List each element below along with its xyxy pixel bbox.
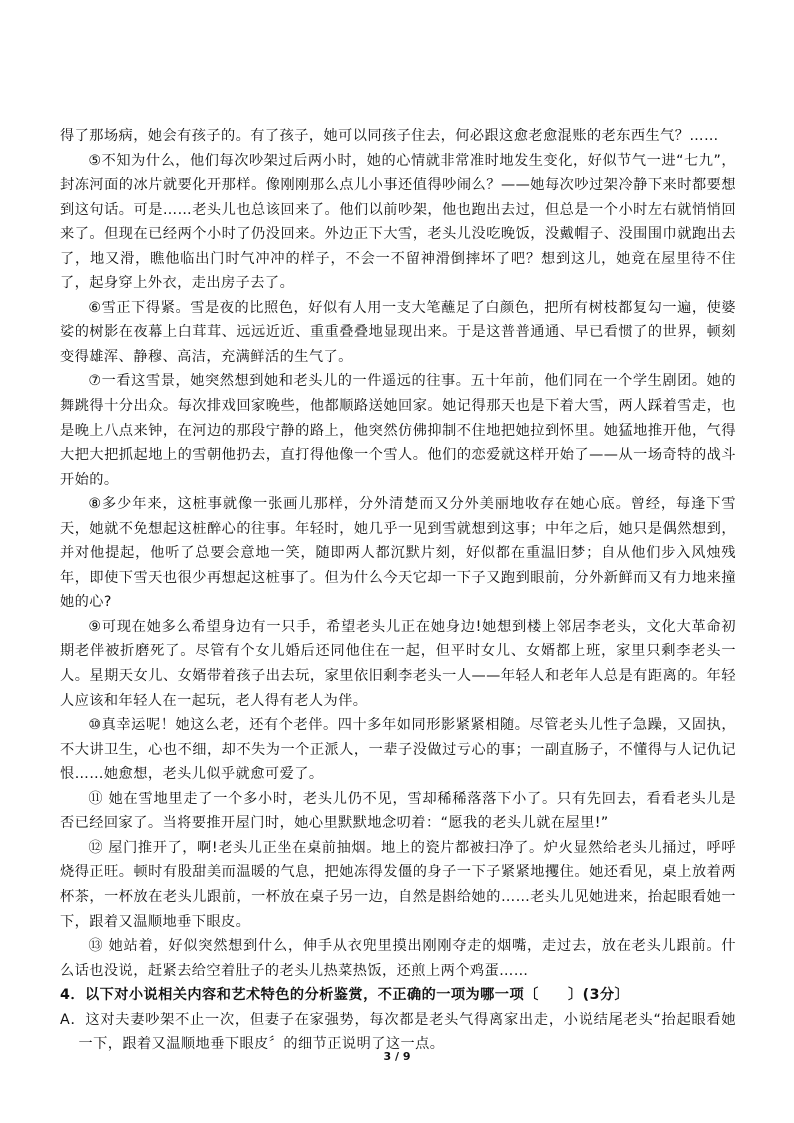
paragraph-7: ⑦一看这雪景，她突然想到她和老头儿的一件遥远的往事。五十年前，他们同在一个学生剧团。她的舞跳得十分出众。每次排戏回家晚些，他都顺路送她回家。她记得那天也是下着大雪，两人踩着雪走，也是晚上八点来钟，在河边的那段宁静的路上，他突然仿佛抑制不住地把她拉到怀里。她猛地推开他，气得大把大把抓起地上的雪朝他扔去，直打得他像一个雪人。他们的恋爱就这样开始了——从一场奇特的战斗开始的。	[60, 373, 736, 488]
paragraph-12: ⑫ 屋门推开了，啊!老头儿正坐在桌前抽烟。地上的瓷片都被扫净了。炉火显然给老头儿捅过，呼呼烧得正旺。顿时有股甜美而温暖的气息，把她冻得发僵的身子一下子紧紧地攫住。她还看见，桌上放着两杯茶，一杯放在老头儿跟前，一杯放在桌子另一边，自然是斟给她的……老头儿见她进来，抬起眼看她一下，跟着又温顺地垂下眼皮。	[60, 839, 736, 930]
paragraph-10: ⑩真幸运呢！她这么老，还有个老伴。四十多年如同形影紧紧相随。尽管老头儿性子急躁，又固执，不大讲卫生，心也不细，却不失为一个正派人，一辈子没做过亏心的事；一副直肠子，不懂得与人记仇记恨……她愈想，老头儿似乎就愈可爱了。	[60, 717, 736, 783]
option-a: A．这对夫妻吵架不止一次，但妻子在家强势，每次都是老头气得离家出走，小说结尾老头“抬起眼看她一下，跟着又温顺地垂下眼皮〞的细节正说明了这一点。	[60, 1011, 736, 1053]
paragraph-8: ⑧多少年来，这桩事就像一张画儿那样，分外清楚而又分外美丽地收存在她心底。曾经，每逢下雪天，她就不免想起这桩醉心的往事。年轻时，她几乎一见到雪就想到这事；中年之后，她只是偶然想到，并对他提起，他听了总要会意地一笑，随即两人都沉默片刻，好似都在重温旧梦；自从他们步入风烛残年，即使下雪天也很少再想起这桩事了。但为什么今天它却一下子又跑到眼前，分外新鲜而又有力地来撞她的心?	[60, 496, 736, 611]
article-body	[60, 124, 736, 1057]
page-number: 3 / 9	[383, 1050, 411, 1063]
paragraph-6: ⑥雪正下得紧。雪是夜的比照色，好似有人用一支大笔蘸足了白颜色，把所有树枝都复勾一遍，使婆娑的树影在夜幕上白茸茸、远远近近、重重叠叠地显现出来。于是这普普通通、早已看惯了的世界，顿刻变得雄浑、静穆、高洁，充满鲜活的生气了。	[60, 299, 736, 365]
paragraph-continuation: 得了那场病，她会有孩子的。有了孩子，她可以同孩子住去，何必跟这愈老愈混账的老东西生气？……	[60, 128, 719, 144]
question-4: 4．以下对小说相关内容和艺术特色的分析鉴赏，不正确的一项为哪一项〔 〕(3分〕	[60, 987, 630, 1004]
paragraph-13: ⑬ 她站着，好似突然想到什么，伸手从衣兜里摸出刚刚夺走的烟嘴，走过去，放在老头儿跟前。什么话也没说，赶紧去给空着肚子的老头儿热菜热饭，还煎上两个鸡蛋……	[60, 938, 736, 979]
paragraph-9: ⑨可现在她多么希望身边有一只手，希望老头儿正在她身边!她想到楼上邻居李老头，文化大革命初期老伴被折磨死了。尽管有个女儿婚后还同他住在一起，但平时女儿、女婿都上班，家里只剩李老头一人。星期天女儿、女婿带着孩子出去玩，家里依旧剩李老头一人——年轻人和老年人总是有距离的。年轻人应该和年轻人在一起玩，老人得有老人为伴。	[60, 618, 736, 709]
paragraph-11: ⑪ 她在雪地里走了一个多小时，老头儿仍不见，雪却稀稀落落下小了。只有先回去，看看老头儿是否已经回家了。当将要推开屋门时，她心里默默地念叨着：“愿我的老头儿就在屋里!”	[60, 790, 736, 832]
paragraph-5: ⑤不知为什么，他们每次吵架过后两小时，她的心情就非常准时地发生变化，好似节气一进“七九”，封冻河面的冰片就要化开那样。像刚刚那么点儿小事还值得吵闹么？——她每次吵过架冷静下来时都要想到这句话。可是……老头儿也总该回来了。他们以前吵架，他也跑出去过，但总是一个小时左右就悄悄回来了。但现在已经两个小时了仍没回来。外边正下大雪，老头儿没吃晚饭，没戴帽子、没围围巾就跑出去了，地又滑，瞧他临出门时气冲冲的样子，不会一不留神滑倒摔坏了吧？想到这儿，她竟在屋里待不住了，起身穿上外衣，走出房子去了。	[60, 152, 736, 292]
